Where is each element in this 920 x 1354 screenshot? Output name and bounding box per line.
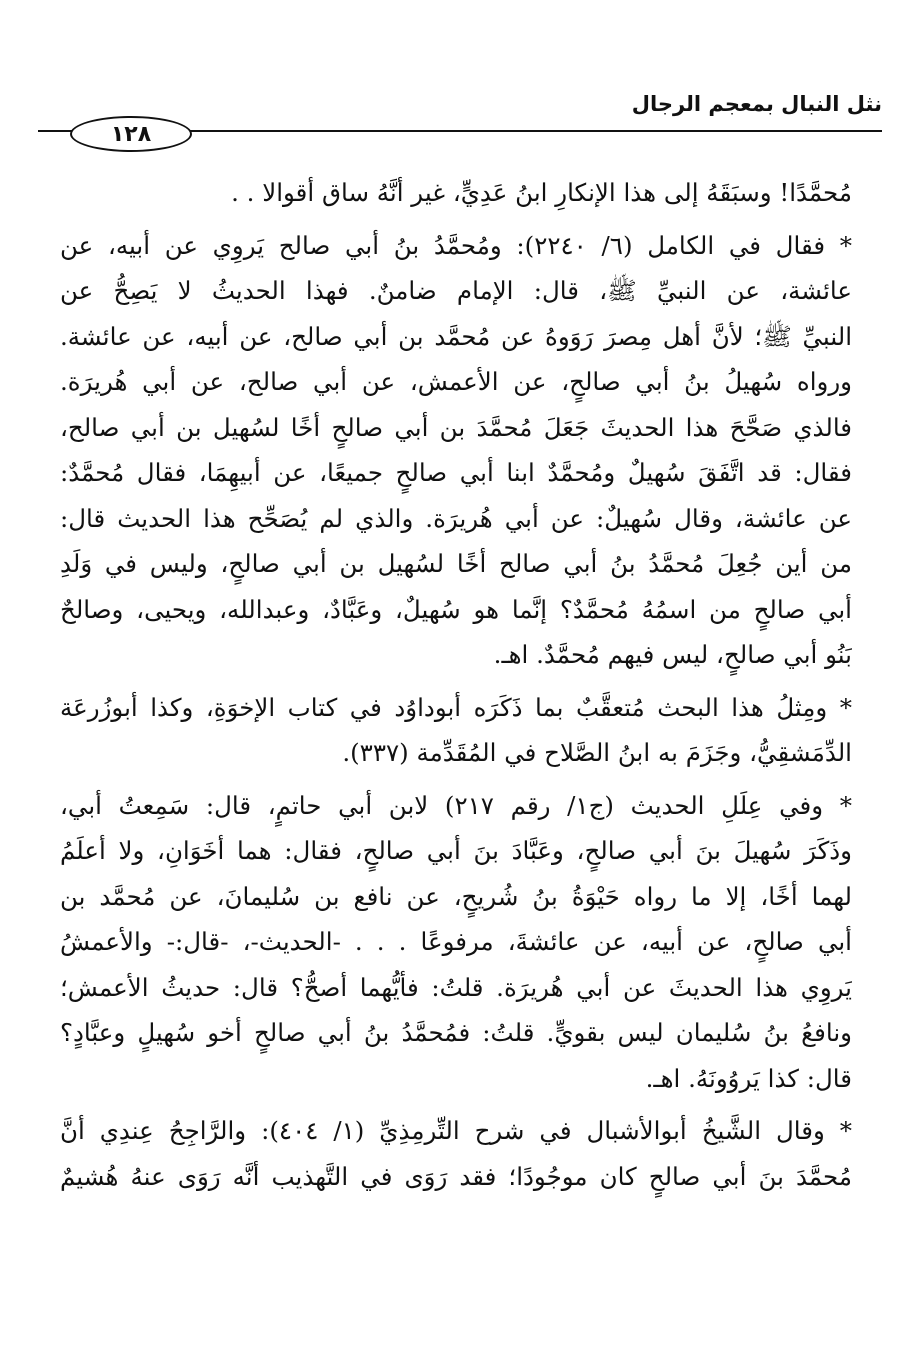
- text-line: قال: كذا يَروُونَهُ. اهـ.: [645, 1063, 852, 1093]
- text-line: الدِّمَشقِيُّ، وجَزَمَ به ابنُ الصَّلاح في المُقَدِّمة (٣٣٧).: [342, 738, 852, 767]
- body-text: [60, 170, 852, 1199]
- text-line: ونافعُ بنُ سُليمان ليس بقويٍّ. قلتُ: فمُحمَّدُ بنُ أبي صالحٍ أخو سُهيلٍ وعبَّادٍ؟: [60, 1018, 852, 1047]
- text-line: يَروِي هذا الحديثَ عن أبي هُريرَة. قلتُ: فأيُّهما أصحُّ؟ قال: حديثُ الأعمش؛: [60, 972, 852, 1002]
- page-number-badge: ١٢٨: [70, 116, 192, 152]
- text-line: فقال: قد اتَّفَقَ سُهيلٌ ومُحمَّدٌ ابنا أبي صالحٍ جميعًا، عن أبيهِمَا، فقال مُحمَّدٌ:: [60, 458, 852, 487]
- running-title: نثل النبال بمعجم الرجال: [631, 92, 882, 116]
- text-line: عائشة، عن النبيِّ ﷺ، قال: الإمام ضامنٌ. فهذا الحديثُ لا يَصِحُّ عن: [60, 276, 852, 305]
- text-line: مُحمَّدَ بنَ أبي صالحٍ كان موجُودًا؛ فقد رَوَى في التَّهذيب أنَّه رَوَى عنهُ هُشيمٌ: [60, 1161, 852, 1191]
- text-line: * ومِثلُ هذا البحث مُتعقَّبٌ بما ذَكَرَه أبوداوُد في كتاب الإخوَةِ، وكذا أبوزُرعَة: [60, 692, 852, 722]
- text-line: فالذي صَحَّحَ هذا الحديثَ جَعَلَ مُحمَّدَ بن أبي صالحٍ أخًا لسُهيل بن أبي صالح،: [60, 412, 852, 442]
- text-line: أبي صالحٍ من اسمُهُ مُحمَّدٌ؟ إنَّما هو سُهيلٌ، وعَبَّادٌ، وعبدالله، ويحيى، وصالحٌ: [60, 594, 852, 624]
- text-line: النبيِّ ﷺ؛ لأنَّ أهل مِصرَ رَوَوهُ عن مُحمَّد بن أبي صالح، عن أبيه، عن عائشة.: [60, 321, 852, 351]
- text-line: أبي صالحٍ، عن أبيه، عن عائشةَ، مرفوعًا . . . -الحديث-، -قال:- والأعمشُ: [60, 927, 852, 956]
- text-line: عن عائشة، وقال سُهيلٌ: عن أبي هُريرَة. والذي لم يُصَحِّح هذا الحديث قال:: [60, 503, 852, 533]
- text-line: * فقال في الكامل (٦/ ٢٢٤٠): ومُحمَّدُ بنُ أبي صالح يَروِي عن أبيه، عن: [60, 230, 852, 260]
- text-line: لهما أخًا، إلا ما رواه حَيْوَةُ بنُ شُريحٍ، عن نافع بن سُليمانَ، عن مُحمَّد بن: [60, 881, 852, 911]
- text-line: * وفي عِلَلِ الحديث (ج١/ رقم ٢١٧) لابن أبي حاتمٍ، قال: سَمِعتُ أبي،: [60, 790, 852, 820]
- text-line: مُحمَّدًا! وسبَقَهُ إلى هذا الإنكارِ ابنُ عَدِيٍّ، غير أنَّهُ ساق أقوالا . .: [231, 178, 852, 207]
- text-line: * وقال الشَّيخُ أبوالأشبال في شرح التِّرمِذِيِّ (١/ ٤٠٤): والرَّاجِحُ عِندِي أنَّ: [60, 1116, 852, 1145]
- text-line: بَنُو أبي صالحٍ، ليس فيهم مُحمَّدٌ. اهـ.: [493, 640, 852, 669]
- text-line: ورواه سُهيلُ بنُ أبي صالحٍ، عن الأعمش، عن أبي صالح، عن أبي هُريرَة.: [60, 367, 852, 396]
- text-line: من أين جُعِلَ مُحمَّدُ بنُ أبي صالح أخًا لسُهيل بن أبي صالحٍ، وليس في وَلَدِ: [60, 549, 852, 578]
- text-line: وذَكَرَ سُهيلَ بنَ أبي صالحٍ، وعَبَّادَ بنَ أبي صالحٍ، فقال: هما أخَوَانِ، ولا أعلَمُ: [60, 836, 852, 865]
